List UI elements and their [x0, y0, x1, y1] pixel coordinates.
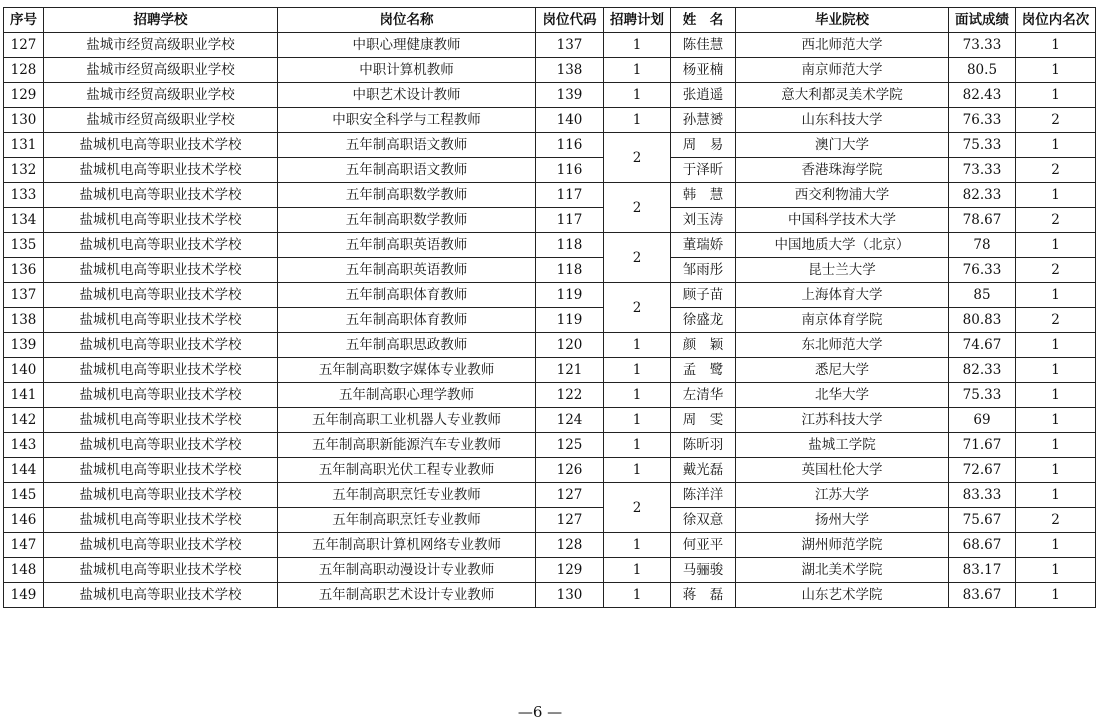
school-cell: 盐城机电高等职业技术学校 — [44, 333, 278, 358]
interview-score-cell: 75.33 — [949, 133, 1016, 158]
candidate-name-cell: 陈洋洋 — [671, 483, 736, 508]
serial-number-cell: 136 — [4, 258, 44, 283]
graduation-school-cell: 北华大学 — [736, 383, 949, 408]
graduation-school-cell: 上海体育大学 — [736, 283, 949, 308]
table-row — [4, 483, 1096, 508]
school-cell: 盐城机电高等职业技术学校 — [44, 533, 278, 558]
table-row — [4, 533, 1096, 558]
position-cell: 五年制高职体育教师 — [278, 283, 536, 308]
position-rank-cell: 1 — [1016, 433, 1096, 458]
candidate-name-cell: 徐双意 — [671, 508, 736, 533]
position-rank-cell: 1 — [1016, 133, 1096, 158]
candidate-name-cell: 孙慧赟 — [671, 108, 736, 133]
school-cell: 盐城机电高等职业技术学校 — [44, 558, 278, 583]
candidate-name-cell: 于泽昕 — [671, 158, 736, 183]
candidate-name-cell: 徐盛龙 — [671, 308, 736, 333]
school-cell: 盐城市经贸高级职业学校 — [44, 83, 278, 108]
table-row — [4, 83, 1096, 108]
serial-number-cell: 134 — [4, 208, 44, 233]
recruitment-plan-cell: 1 — [604, 58, 671, 83]
position-code-cell: 118 — [536, 233, 604, 258]
position-rank-cell: 1 — [1016, 583, 1096, 608]
graduation-school-cell: 江苏科技大学 — [736, 408, 949, 433]
interview-score-cell: 78 — [949, 233, 1016, 258]
serial-number-cell: 128 — [4, 58, 44, 83]
recruitment-plan-cell: 1 — [604, 433, 671, 458]
position-code-cell: 118 — [536, 258, 604, 283]
graduation-school-cell: 湖北美术学院 — [736, 558, 949, 583]
interview-score-cell: 73.33 — [949, 33, 1016, 58]
serial-number-cell: 146 — [4, 508, 44, 533]
position-code-cell: 119 — [536, 283, 604, 308]
school-cell: 盐城机电高等职业技术学校 — [44, 408, 278, 433]
table-row — [4, 558, 1096, 583]
school-cell: 盐城机电高等职业技术学校 — [44, 358, 278, 383]
position-code-cell: 116 — [536, 133, 604, 158]
position-cell: 五年制高职动漫设计专业教师 — [278, 558, 536, 583]
graduation-school-cell: 中国科学技术大学 — [736, 208, 949, 233]
position-cell: 五年制高职语文教师 — [278, 133, 536, 158]
candidate-name-cell: 周 易 — [671, 133, 736, 158]
position-code-cell: 129 — [536, 558, 604, 583]
serial-number-cell: 140 — [4, 358, 44, 383]
table-row — [4, 33, 1096, 58]
serial-number-cell: 135 — [4, 233, 44, 258]
position-code-cell: 121 — [536, 358, 604, 383]
position-cell: 五年制高职数学教师 — [278, 208, 536, 233]
candidate-name-cell: 邹雨彤 — [671, 258, 736, 283]
school-cell: 盐城市经贸高级职业学校 — [44, 108, 278, 133]
school-cell: 盐城机电高等职业技术学校 — [44, 158, 278, 183]
table-row — [4, 233, 1096, 258]
candidate-name-cell: 马骊骏 — [671, 558, 736, 583]
school-cell: 盐城机电高等职业技术学校 — [44, 383, 278, 408]
position-cell: 五年制高职艺术设计专业教师 — [278, 583, 536, 608]
interview-score-cell: 69 — [949, 408, 1016, 433]
graduation-school-cell: 香港珠海学院 — [736, 158, 949, 183]
school-cell: 盐城机电高等职业技术学校 — [44, 308, 278, 333]
position-cell: 五年制高职体育教师 — [278, 308, 536, 333]
graduation-school-cell: 悉尼大学 — [736, 358, 949, 383]
position-code-cell: 117 — [536, 208, 604, 233]
interview-score-cell: 78.67 — [949, 208, 1016, 233]
position-rank-cell: 1 — [1016, 408, 1096, 433]
school-cell: 盐城机电高等职业技术学校 — [44, 483, 278, 508]
position-rank-cell: 2 — [1016, 158, 1096, 183]
candidate-name-cell: 韩 慧 — [671, 183, 736, 208]
serial-number-cell: 133 — [4, 183, 44, 208]
position-rank-cell: 1 — [1016, 383, 1096, 408]
interview-score-cell: 85 — [949, 283, 1016, 308]
recruitment-plan-cell: 1 — [604, 33, 671, 58]
graduation-school-cell: 山东艺术学院 — [736, 583, 949, 608]
position-cell: 中职艺术设计教师 — [278, 83, 536, 108]
interview-score-cell: 82.43 — [949, 83, 1016, 108]
graduation-school-cell: 湖州师范学院 — [736, 533, 949, 558]
table-row — [4, 283, 1096, 308]
school-cell: 盐城机电高等职业技术学校 — [44, 433, 278, 458]
serial-number-cell: 137 — [4, 283, 44, 308]
position-code-cell: 138 — [536, 58, 604, 83]
candidate-name-cell: 颜 颖 — [671, 333, 736, 358]
position-rank-cell: 1 — [1016, 533, 1096, 558]
table-row — [4, 358, 1096, 383]
position-cell: 中职心理健康教师 — [278, 33, 536, 58]
position-rank-cell: 2 — [1016, 108, 1096, 133]
header-position-name: 岗位名称 — [278, 8, 536, 33]
position-rank-cell: 2 — [1016, 508, 1096, 533]
interview-score-cell: 83.67 — [949, 583, 1016, 608]
position-code-cell: 128 — [536, 533, 604, 558]
interview-score-cell: 76.33 — [949, 108, 1016, 133]
recruitment-plan-cell: 1 — [604, 383, 671, 408]
graduation-school-cell: 意大利都灵美术学院 — [736, 83, 949, 108]
serial-number-cell: 138 — [4, 308, 44, 333]
position-cell: 五年制高职心理学教师 — [278, 383, 536, 408]
header-position-code: 岗位代码 — [536, 8, 604, 33]
candidate-name-cell: 戴光磊 — [671, 458, 736, 483]
table-body — [4, 33, 1096, 608]
school-cell: 盐城市经贸高级职业学校 — [44, 33, 278, 58]
table-row — [4, 308, 1096, 333]
recruitment-plan-cell: 1 — [604, 533, 671, 558]
school-cell: 盐城市经贸高级职业学校 — [44, 58, 278, 83]
table-row — [4, 408, 1096, 433]
graduation-school-cell: 中国地质大学（北京） — [736, 233, 949, 258]
position-rank-cell: 1 — [1016, 283, 1096, 308]
position-cell: 中职计算机教师 — [278, 58, 536, 83]
position-cell: 五年制高职语文教师 — [278, 158, 536, 183]
header-graduation-school: 毕业院校 — [736, 8, 949, 33]
candidate-name-cell: 周 雯 — [671, 408, 736, 433]
position-code-cell: 139 — [536, 83, 604, 108]
table-row — [4, 433, 1096, 458]
recruitment-plan-cell: 1 — [604, 333, 671, 358]
position-code-cell: 124 — [536, 408, 604, 433]
serial-number-cell: 130 — [4, 108, 44, 133]
school-cell: 盐城机电高等职业技术学校 — [44, 233, 278, 258]
recruitment-plan-cell: 1 — [604, 83, 671, 108]
candidate-name-cell: 董瑞娇 — [671, 233, 736, 258]
recruitment-plan-cell: 1 — [604, 583, 671, 608]
school-cell: 盐城机电高等职业技术学校 — [44, 183, 278, 208]
serial-number-cell: 145 — [4, 483, 44, 508]
position-cell: 五年制高职英语教师 — [278, 233, 536, 258]
position-cell: 五年制高职烹饪专业教师 — [278, 483, 536, 508]
school-cell: 盐城机电高等职业技术学校 — [44, 133, 278, 158]
candidate-name-cell: 刘玉涛 — [671, 208, 736, 233]
position-code-cell: 122 — [536, 383, 604, 408]
interview-score-cell: 82.33 — [949, 358, 1016, 383]
page-number: —6 — — [517, 703, 563, 721]
table-row — [4, 208, 1096, 233]
position-code-cell: 126 — [536, 458, 604, 483]
school-cell: 盐城机电高等职业技术学校 — [44, 258, 278, 283]
candidate-name-cell: 陈佳慧 — [671, 33, 736, 58]
interview-score-cell: 73.33 — [949, 158, 1016, 183]
table-row — [4, 583, 1096, 608]
serial-number-cell: 129 — [4, 83, 44, 108]
graduation-school-cell: 西北师范大学 — [736, 33, 949, 58]
position-code-cell: 127 — [536, 508, 604, 533]
position-code-cell: 119 — [536, 308, 604, 333]
graduation-school-cell: 昆士兰大学 — [736, 258, 949, 283]
table-row — [4, 383, 1096, 408]
interview-score-cell: 74.67 — [949, 333, 1016, 358]
position-code-cell: 117 — [536, 183, 604, 208]
position-cell: 五年制高职数学教师 — [278, 183, 536, 208]
position-cell: 五年制高职新能源汽车专业教师 — [278, 433, 536, 458]
interview-score-cell: 72.67 — [949, 458, 1016, 483]
recruitment-plan-cell: 1 — [604, 358, 671, 383]
table-row — [4, 133, 1096, 158]
serial-number-cell: 142 — [4, 408, 44, 433]
header-position-rank: 岗位内名次 — [1016, 8, 1096, 33]
interview-score-cell: 71.67 — [949, 433, 1016, 458]
graduation-school-cell: 澳门大学 — [736, 133, 949, 158]
school-cell: 盐城机电高等职业技术学校 — [44, 458, 278, 483]
interview-score-cell: 83.33 — [949, 483, 1016, 508]
recruitment-plan-cell: 1 — [604, 408, 671, 433]
position-cell: 五年制高职烹饪专业教师 — [278, 508, 536, 533]
position-cell: 五年制高职英语教师 — [278, 258, 536, 283]
candidate-name-cell: 何亚平 — [671, 533, 736, 558]
position-rank-cell: 1 — [1016, 458, 1096, 483]
serial-number-cell: 149 — [4, 583, 44, 608]
recruitment-plan-cell: 2 — [604, 233, 671, 283]
graduation-school-cell: 山东科技大学 — [736, 108, 949, 133]
interview-score-cell: 80.5 — [949, 58, 1016, 83]
position-code-cell: 140 — [536, 108, 604, 133]
graduation-school-cell: 江苏大学 — [736, 483, 949, 508]
serial-number-cell: 131 — [4, 133, 44, 158]
graduation-school-cell: 南京体育学院 — [736, 308, 949, 333]
recruitment-plan-cell: 2 — [604, 483, 671, 533]
serial-number-cell: 127 — [4, 33, 44, 58]
graduation-school-cell: 西交利物浦大学 — [736, 183, 949, 208]
serial-number-cell: 132 — [4, 158, 44, 183]
position-cell: 五年制高职数字媒体专业教师 — [278, 358, 536, 383]
table-row — [4, 508, 1096, 533]
header-interview-score: 面试成绩 — [949, 8, 1016, 33]
table-row — [4, 158, 1096, 183]
position-rank-cell: 1 — [1016, 333, 1096, 358]
position-code-cell: 137 — [536, 33, 604, 58]
school-cell: 盐城机电高等职业技术学校 — [44, 508, 278, 533]
position-rank-cell: 1 — [1016, 483, 1096, 508]
position-code-cell: 130 — [536, 583, 604, 608]
position-rank-cell: 1 — [1016, 233, 1096, 258]
interview-score-cell: 82.33 — [949, 183, 1016, 208]
candidate-name-cell: 孟 鹭 — [671, 358, 736, 383]
position-rank-cell: 2 — [1016, 208, 1096, 233]
results-table — [3, 7, 1096, 608]
position-rank-cell: 1 — [1016, 58, 1096, 83]
position-code-cell: 120 — [536, 333, 604, 358]
candidate-name-cell: 蒋 磊 — [671, 583, 736, 608]
interview-score-cell: 83.17 — [949, 558, 1016, 583]
position-code-cell: 127 — [536, 483, 604, 508]
school-cell: 盐城机电高等职业技术学校 — [44, 208, 278, 233]
table-header — [4, 8, 1096, 33]
interview-score-cell: 76.33 — [949, 258, 1016, 283]
position-rank-cell: 1 — [1016, 83, 1096, 108]
interview-score-cell: 75.67 — [949, 508, 1016, 533]
position-rank-cell: 2 — [1016, 308, 1096, 333]
table-row — [4, 458, 1096, 483]
header-candidate-name: 姓 名 — [671, 8, 736, 33]
position-rank-cell: 1 — [1016, 558, 1096, 583]
graduation-school-cell: 东北师范大学 — [736, 333, 949, 358]
header-recruitment-plan: 招聘计划 — [604, 8, 671, 33]
position-code-cell: 116 — [536, 158, 604, 183]
position-rank-cell: 1 — [1016, 183, 1096, 208]
serial-number-cell: 139 — [4, 333, 44, 358]
position-rank-cell: 1 — [1016, 358, 1096, 383]
table-row — [4, 333, 1096, 358]
candidate-name-cell: 陈昕羽 — [671, 433, 736, 458]
position-cell: 五年制高职思政教师 — [278, 333, 536, 358]
candidate-name-cell: 左清华 — [671, 383, 736, 408]
school-cell: 盐城机电高等职业技术学校 — [44, 583, 278, 608]
table-row — [4, 258, 1096, 283]
position-cell: 五年制高职工业机器人专业教师 — [278, 408, 536, 433]
graduation-school-cell: 扬州大学 — [736, 508, 949, 533]
recruitment-plan-cell: 1 — [604, 558, 671, 583]
position-code-cell: 125 — [536, 433, 604, 458]
header-serial-number: 序号 — [4, 8, 44, 33]
interview-score-cell: 75.33 — [949, 383, 1016, 408]
serial-number-cell: 141 — [4, 383, 44, 408]
table-row — [4, 108, 1096, 133]
candidate-name-cell: 杨亚楠 — [671, 58, 736, 83]
position-rank-cell: 2 — [1016, 258, 1096, 283]
serial-number-cell: 143 — [4, 433, 44, 458]
graduation-school-cell: 南京师范大学 — [736, 58, 949, 83]
position-cell: 五年制高职计算机网络专业教师 — [278, 533, 536, 558]
position-cell: 中职安全科学与工程教师 — [278, 108, 536, 133]
recruitment-plan-cell: 1 — [604, 458, 671, 483]
recruitment-plan-cell: 1 — [604, 108, 671, 133]
graduation-school-cell: 英国杜伦大学 — [736, 458, 949, 483]
recruitment-plan-cell: 2 — [604, 183, 671, 233]
table-row — [4, 58, 1096, 83]
recruitment-plan-cell: 2 — [604, 283, 671, 333]
serial-number-cell: 147 — [4, 533, 44, 558]
interview-score-cell: 68.67 — [949, 533, 1016, 558]
header-recruiting-school: 招聘学校 — [44, 8, 278, 33]
table-row — [4, 183, 1096, 208]
serial-number-cell: 148 — [4, 558, 44, 583]
serial-number-cell: 144 — [4, 458, 44, 483]
school-cell: 盐城机电高等职业技术学校 — [44, 283, 278, 308]
candidate-name-cell: 顾子苗 — [671, 283, 736, 308]
interview-score-cell: 80.83 — [949, 308, 1016, 333]
candidate-name-cell: 张逍遥 — [671, 83, 736, 108]
position-cell: 五年制高职光伏工程专业教师 — [278, 458, 536, 483]
position-rank-cell: 1 — [1016, 33, 1096, 58]
recruitment-plan-cell: 2 — [604, 133, 671, 183]
graduation-school-cell: 盐城工学院 — [736, 433, 949, 458]
